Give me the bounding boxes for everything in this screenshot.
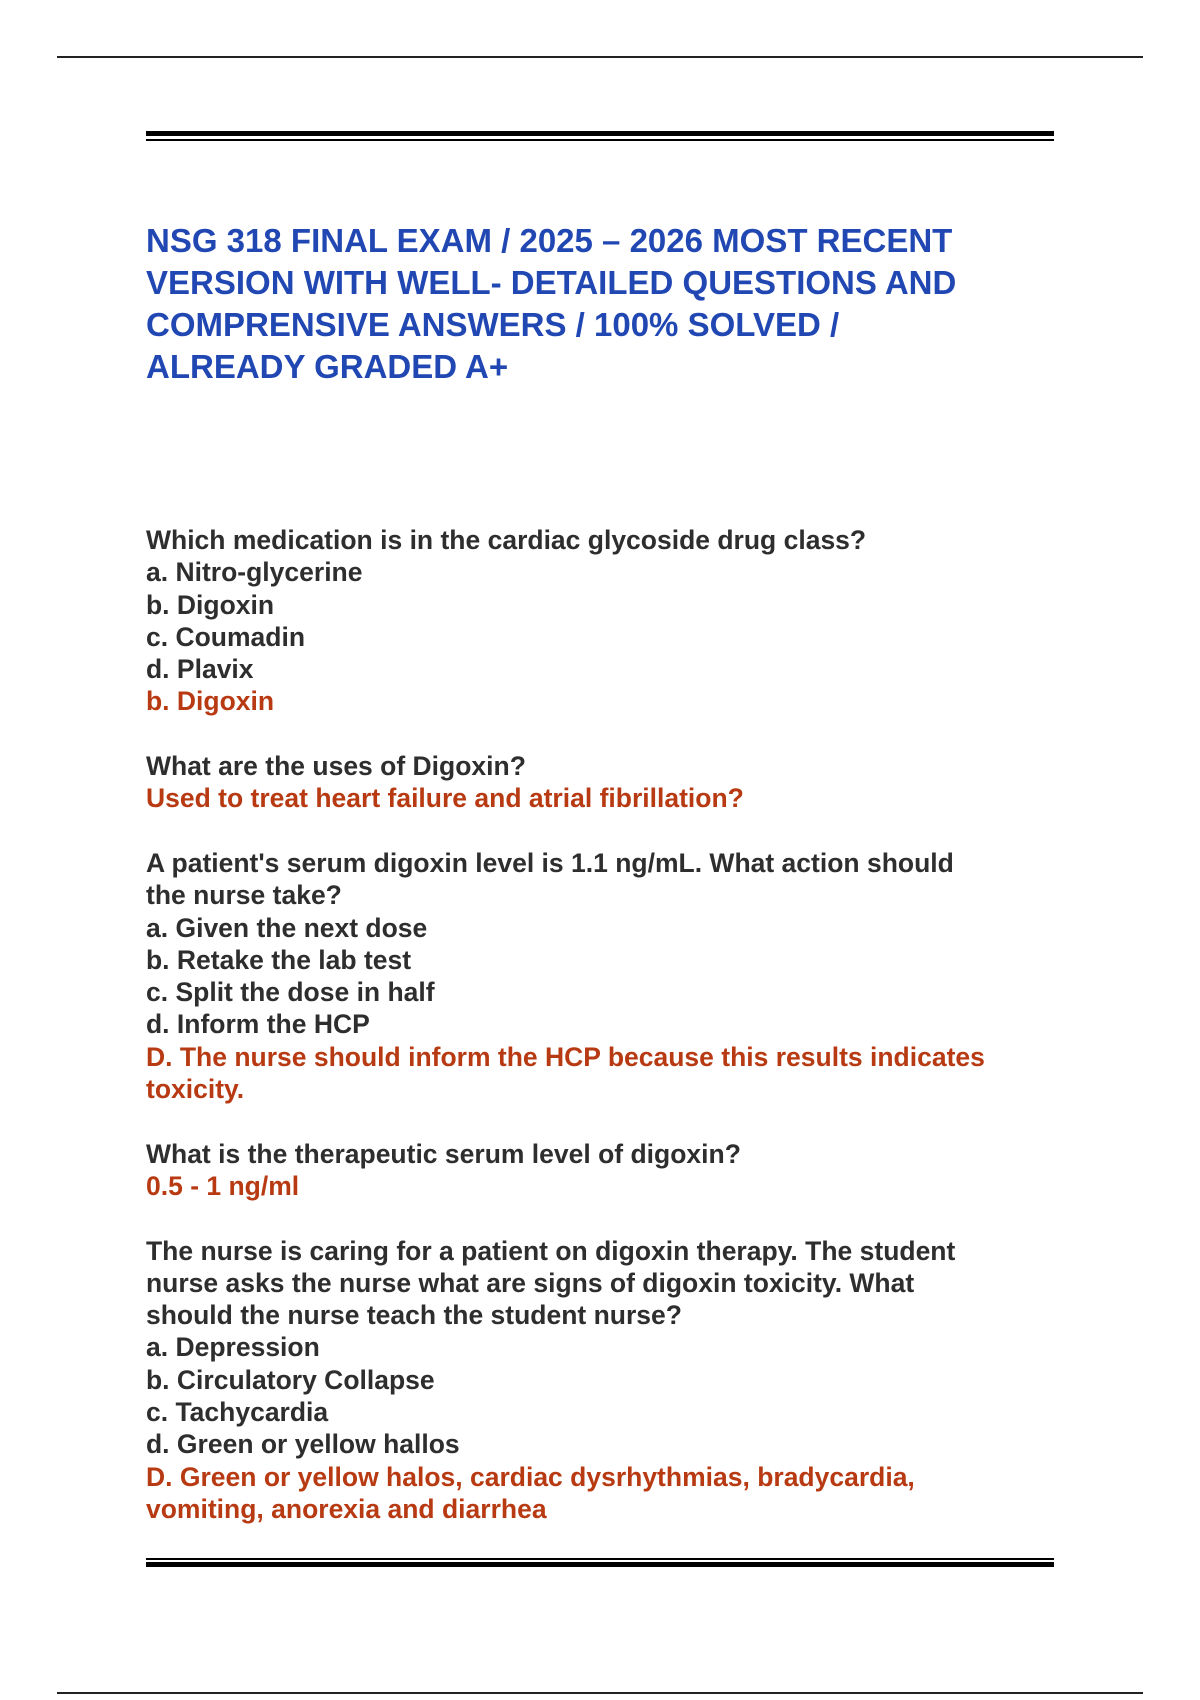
- footer-rule-thick: [146, 1562, 1054, 1567]
- question-text: Which medication is in the cardiac glycoside drug class?: [146, 525, 867, 555]
- option-d: d. Inform the HCP: [146, 1009, 370, 1040]
- question-list: [146, 524, 1066, 1525]
- footer-double-rule: [146, 1558, 1054, 1568]
- answer-text: b. Digoxin: [146, 686, 275, 717]
- question-text: should the nurse teach the student nurse?: [146, 1300, 682, 1331]
- header-double-rule: [146, 131, 1054, 141]
- footer-rule-thin: [146, 1558, 1054, 1560]
- answer-text: Used to treat heart failure and atrial fibrillation?: [146, 783, 744, 814]
- option-c: c. Coumadin: [146, 621, 306, 652]
- question-text: What are the uses of Digoxin?: [146, 751, 526, 782]
- title-line: NSG 318 FINAL EXAM / 2025 – 2026 MOST RECENT: [146, 222, 953, 259]
- answer-text: toxicity.: [146, 1074, 245, 1105]
- question-text: the nurse take?: [146, 880, 342, 911]
- header-rule-thick: [146, 131, 1054, 136]
- option-a: a. Nitro-glycerine: [146, 557, 363, 588]
- qa-block-toxicity-signs: [146, 1235, 1066, 1526]
- option-d: d. Plavix: [146, 654, 254, 685]
- option-a: a. Given the next dose: [146, 912, 428, 943]
- question-text: The nurse is caring for a patient on digoxin therapy. The student: [146, 1235, 956, 1266]
- option-a: a. Depression: [146, 1332, 320, 1363]
- option-c: c. Tachycardia: [146, 1397, 329, 1428]
- page-bottom-rule: [57, 1692, 1143, 1694]
- qa-block-therapeutic-level: [146, 1138, 1066, 1203]
- answer-text: 0.5 - 1 ng/ml: [146, 1170, 300, 1201]
- question-text: A patient's serum digoxin level is 1.1 ng/mL. What action should: [146, 847, 954, 878]
- option-b: b. Retake the lab test: [146, 944, 412, 975]
- question-text: What is the therapeutic serum level of digoxin?: [146, 1138, 741, 1169]
- answer-text: D. Green or yellow halos, cardiac dysrhythmias, bradycardia,: [146, 1461, 915, 1492]
- title-line: ALREADY GRADED A+: [146, 348, 509, 385]
- qa-block-digoxin-uses: [146, 750, 1066, 815]
- header-rule-thin: [146, 139, 1054, 141]
- option-b: b. Digoxin: [146, 589, 275, 620]
- option-d: d. Green or yellow hallos: [146, 1429, 460, 1460]
- option-c: c. Split the dose in half: [146, 977, 435, 1008]
- title-line: COMPRENSIVE ANSWERS / 100% SOLVED /: [146, 306, 840, 343]
- option-b: b. Circulatory Collapse: [146, 1364, 435, 1395]
- page-top-rule: [57, 56, 1143, 58]
- document-title: [146, 220, 1056, 388]
- qa-block-serum-level-action: [146, 847, 1066, 1105]
- answer-text: vomiting, anorexia and diarrhea: [146, 1493, 547, 1524]
- title-line: VERSION WITH WELL- DETAILED QUESTIONS AND: [146, 264, 957, 301]
- answer-text: D. The nurse should inform the HCP because this results indicates: [146, 1041, 985, 1072]
- question-text: nurse asks the nurse what are signs of digoxin toxicity. What: [146, 1267, 915, 1298]
- qa-block-medication-class: [146, 524, 1066, 718]
